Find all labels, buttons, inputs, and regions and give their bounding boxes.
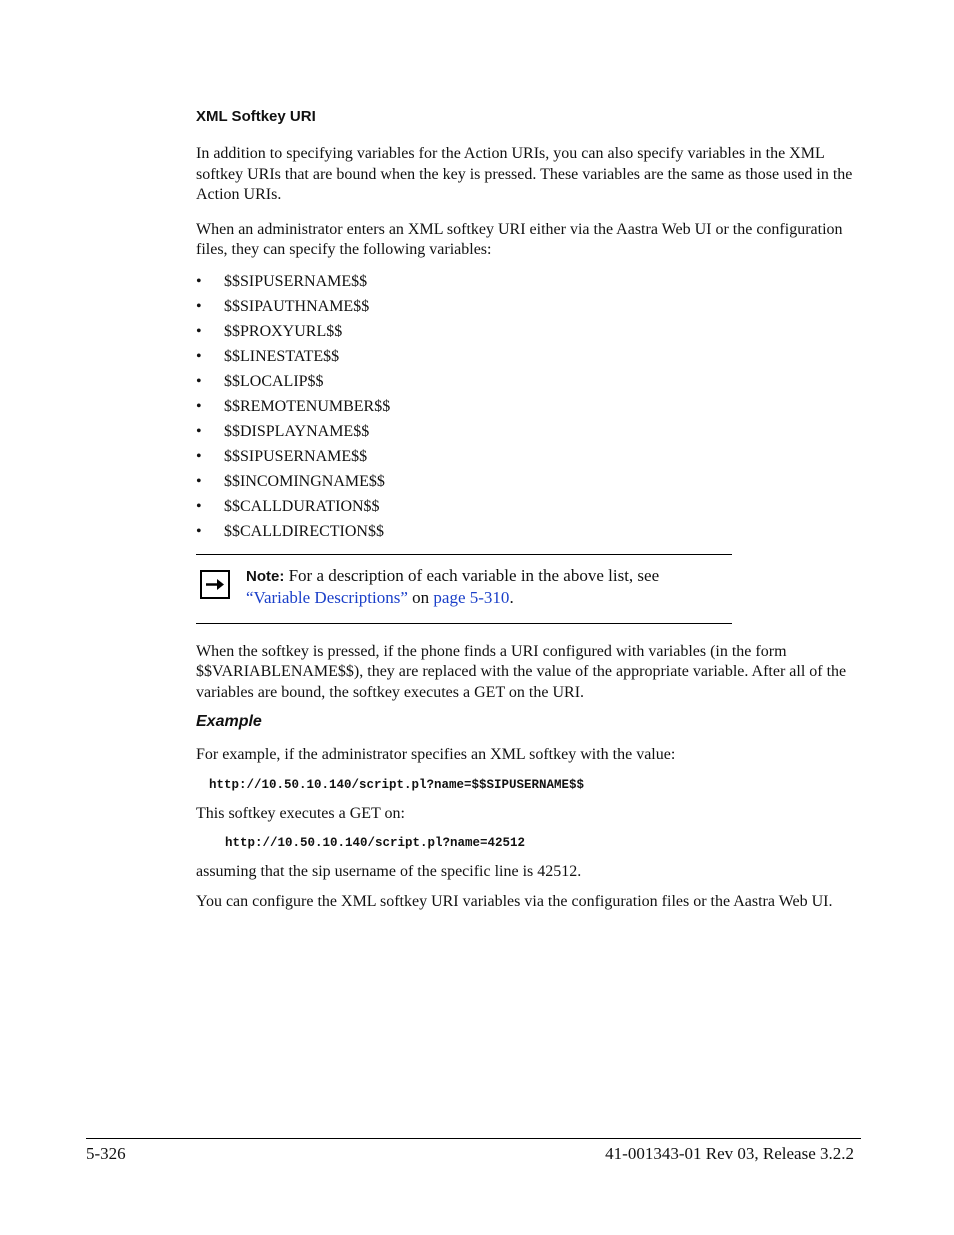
bullet: •	[196, 297, 202, 315]
list-item	[196, 319, 856, 344]
arrow-right-icon	[200, 570, 230, 599]
variable-name: $$SIPAUTHNAME$$	[224, 297, 370, 315]
list-item	[196, 494, 856, 519]
assuming-paragraph: assuming that the sip username of the specific line is 42512.	[196, 863, 582, 880]
variable-name: $$INCOMINGNAME$$	[224, 472, 385, 490]
bullet: •	[196, 372, 202, 390]
list-item	[196, 469, 856, 494]
bullet: •	[196, 472, 202, 490]
footer-divider	[86, 1138, 861, 1139]
example-intro: For example, if the administrator specifies an XML softkey with the value:	[196, 746, 676, 763]
variable-list	[196, 269, 856, 544]
page-reference-link[interactable]: page 5-310	[433, 587, 510, 607]
list-item	[196, 419, 856, 444]
variable-name: $$PROXYURL$$	[224, 322, 343, 340]
list-item	[196, 519, 856, 544]
variable-name: $$CALLDIRECTION$$	[224, 522, 384, 540]
variable-descriptions-link[interactable]: “Variable Descriptions”	[246, 587, 408, 607]
page-content	[196, 106, 856, 926]
bullet: •	[196, 272, 202, 290]
bullet: •	[196, 422, 202, 440]
bullet: •	[196, 497, 202, 515]
variable-name: $$REMOTENUMBER$$	[224, 397, 391, 415]
bullet: •	[196, 447, 202, 465]
list-item	[196, 394, 856, 419]
list-item	[196, 269, 856, 294]
bullet: •	[196, 322, 202, 340]
section-heading: XML Softkey URI	[196, 108, 316, 125]
pressed-paragraph: When the softkey is pressed, if the phone finds a URI configured with variables (in the form $$VARIABLENAME$$), they are replaced with the value of the appropriate variable. After all of the variables are bound, the softkey executes a GET on the URI.	[196, 642, 847, 701]
note-text-after: .	[509, 587, 514, 607]
get-paragraph: This softkey executes a GET on:	[196, 804, 405, 822]
note-text-before: For a description of each variable in the above list, see	[284, 565, 660, 585]
note-text-middle: on	[407, 587, 434, 607]
example-heading: Example	[196, 713, 262, 730]
note-label: Note:	[246, 567, 285, 585]
intro-paragraph: In addition to specifying variables for the Action URIs, you can also specify variables in the XML softkey URIs that are bound when the key is pressed. These variables are the same as those used in the Action URIs.	[196, 145, 853, 203]
variable-name: $$CALLDURATION$$	[224, 497, 380, 515]
bullet: •	[196, 347, 202, 365]
bullet: •	[196, 522, 202, 540]
note-box	[196, 554, 732, 624]
configure-paragraph: You can configure the XML softkey URI variables via the configuration files or the Aastra Web UI.	[196, 892, 833, 910]
admin-paragraph: When an administrator enters an XML softkey URI either via the Aastra Web UI or the configuration files, they can specify the following variables:	[196, 220, 843, 258]
code-get-uri: http://10.50.10.140/script.pl?name=42512	[225, 836, 526, 850]
list-item	[196, 444, 856, 469]
list-item	[196, 294, 856, 319]
variable-name: $$SIPUSERNAME$$	[224, 272, 368, 290]
variable-name: $$LINESTATE$$	[224, 347, 340, 365]
variable-name: $$LOCALIP$$	[224, 372, 324, 390]
list-item	[196, 344, 856, 369]
list-item	[196, 369, 856, 394]
page-number: 5-326	[86, 1144, 126, 1163]
variable-name: $$DISPLAYNAME$$	[224, 422, 370, 440]
document-id: 41-001343-01 Rev 03, Release 3.2.2	[605, 1144, 854, 1163]
bullet: •	[196, 397, 202, 415]
variable-name: $$SIPUSERNAME$$	[224, 447, 368, 465]
code-example-uri: http://10.50.10.140/script.pl?name=$$SIPUSERNAME$$	[209, 777, 585, 792]
note-text	[246, 565, 726, 608]
